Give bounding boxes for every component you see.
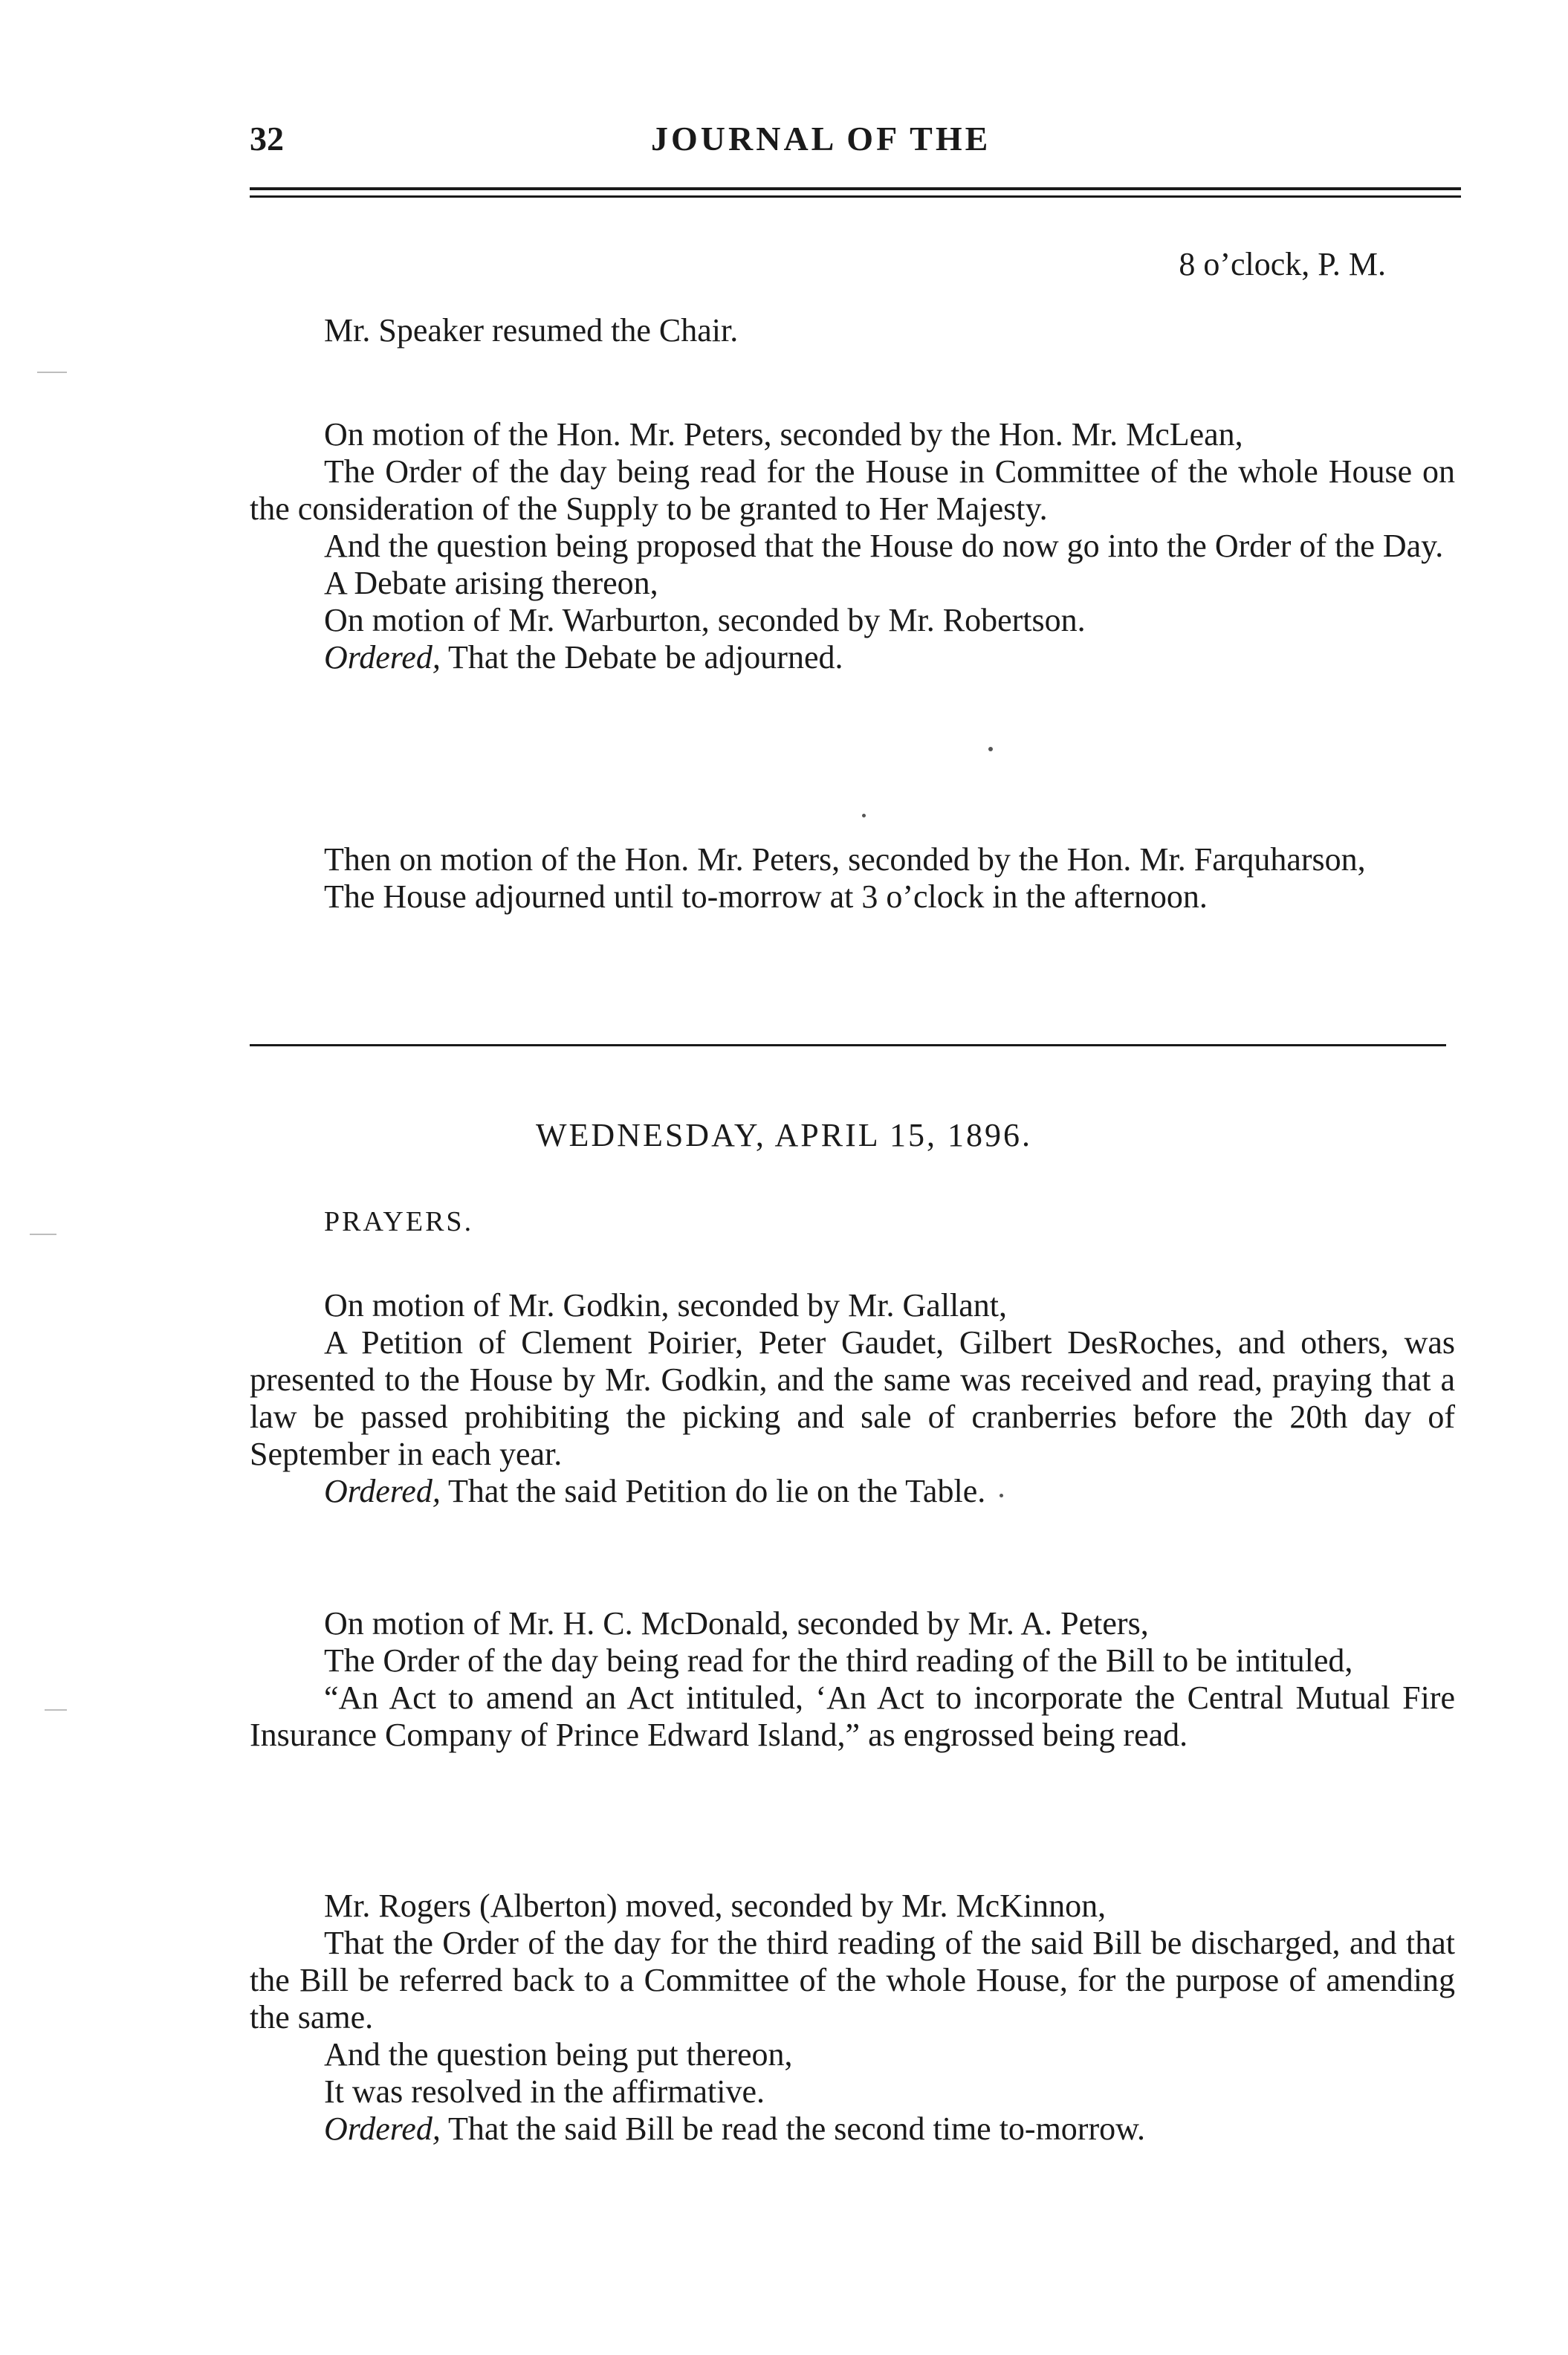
- scan-speck: [862, 814, 866, 817]
- supply-question: And the question being proposed that the House do now go into the Order of the Day.: [324, 528, 1444, 564]
- petition-block: [250, 1287, 1455, 1510]
- supply-motion-intro: On motion of the Hon. Mr. Peters, seconded by the Hon. Mr. McLean,: [324, 416, 1243, 453]
- ordered-text: That the said Bill be read the second time to-morrow.: [440, 2111, 1146, 2147]
- scan-mark: [37, 372, 67, 373]
- ordered-label: Ordered,: [324, 639, 441, 676]
- third-reading-order: The Order of the day being read for the third reading of the Bill to be intituled,: [324, 1642, 1353, 1679]
- rogers-motion-text: That the Order of the day for the third reading of the said Bill be discharged, and that the Bill be referred back to a Committee of the whole House, for the purpose of amending the same.: [250, 1925, 1455, 2035]
- petition-motion-intro: On motion of Mr. Godkin, seconded by Mr. Gallant,: [324, 1287, 1008, 1324]
- scan-mark: [30, 1234, 56, 1235]
- header-double-rule: [250, 187, 1461, 198]
- third-reading-block: [250, 1605, 1455, 1754]
- session-time: 8 o’clock, P. M.: [1179, 246, 1386, 282]
- rogers-order: [250, 2111, 1455, 2148]
- bill-title: “An Act to amend an Act intituled, ‘An Act to incorporate the Central Mutual Fire Insurance Company of Prince Edward Island,” as engrossed being read.: [250, 1679, 1455, 1753]
- page-header: [250, 119, 1461, 163]
- petition-order: [250, 1473, 1455, 1510]
- debate-arising: A Debate arising thereon,: [324, 565, 658, 601]
- running-head: JOURNAL OF THE: [651, 120, 991, 158]
- rogers-resolved: It was resolved in the affirmative.: [324, 2073, 765, 2110]
- ordered-label: Ordered,: [324, 1473, 441, 1509]
- third-reading-intro: On motion of Mr. H. C. McDonald, seconded by Mr. A. Peters,: [324, 1605, 1149, 1642]
- warburton-motion: On motion of Mr. Warburton, seconded by Mr. Robertson.: [324, 602, 1086, 638]
- speaker-resumed: Mr. Speaker resumed the Chair.: [324, 312, 739, 349]
- speaker-resumed-block: [250, 312, 1455, 349]
- scan-speck: [1000, 1494, 1003, 1497]
- petition-text: A Petition of Clement Poirier, Peter Gaudet, Gilbert DesRoches, and others, was presented to the House by Mr. Godkin, and the same was received and read, praying that a law be passed prohibiting the picking and sale of cranberries before the 20th day of September in each year.: [250, 1324, 1455, 1472]
- ordered-text: That the Debate be adjourned.: [440, 639, 843, 676]
- rogers-motion-intro: Mr. Rogers (Alberton) moved, seconded by Mr. McKinnon,: [324, 1888, 1107, 1924]
- scan-mark: [45, 1709, 67, 1711]
- adjournment-block: [250, 841, 1455, 916]
- scan-speck: [988, 747, 993, 751]
- adjournment-motion-intro: Then on motion of the Hon. Mr. Peters, seconded by the Hon. Mr. Farquharson,: [324, 841, 1366, 878]
- supply-order-text: The Order of the day being read for the House in Committee of the whole House on the consideration of the Supply to be granted to Her Majesty.: [250, 453, 1455, 527]
- prayers-heading: PRAYERS.: [324, 1206, 474, 1237]
- section-divider: [250, 1044, 1446, 1046]
- page-number: 32: [250, 120, 284, 158]
- debate-adjourned-order: [250, 639, 1455, 676]
- supply-motion-block: [250, 416, 1455, 676]
- rogers-question: And the question being put thereon,: [324, 2036, 793, 2073]
- ordered-text: That the said Petition do lie on the Table.: [440, 1473, 986, 1509]
- adjournment-text: The House adjourned until to-morrow at 3 o’clock in the afternoon.: [324, 878, 1208, 915]
- rogers-motion-block: [250, 1888, 1455, 2148]
- ordered-label: Ordered,: [324, 2111, 441, 2147]
- date-heading: WEDNESDAY, APRIL 15, 1896.: [536, 1117, 1032, 1153]
